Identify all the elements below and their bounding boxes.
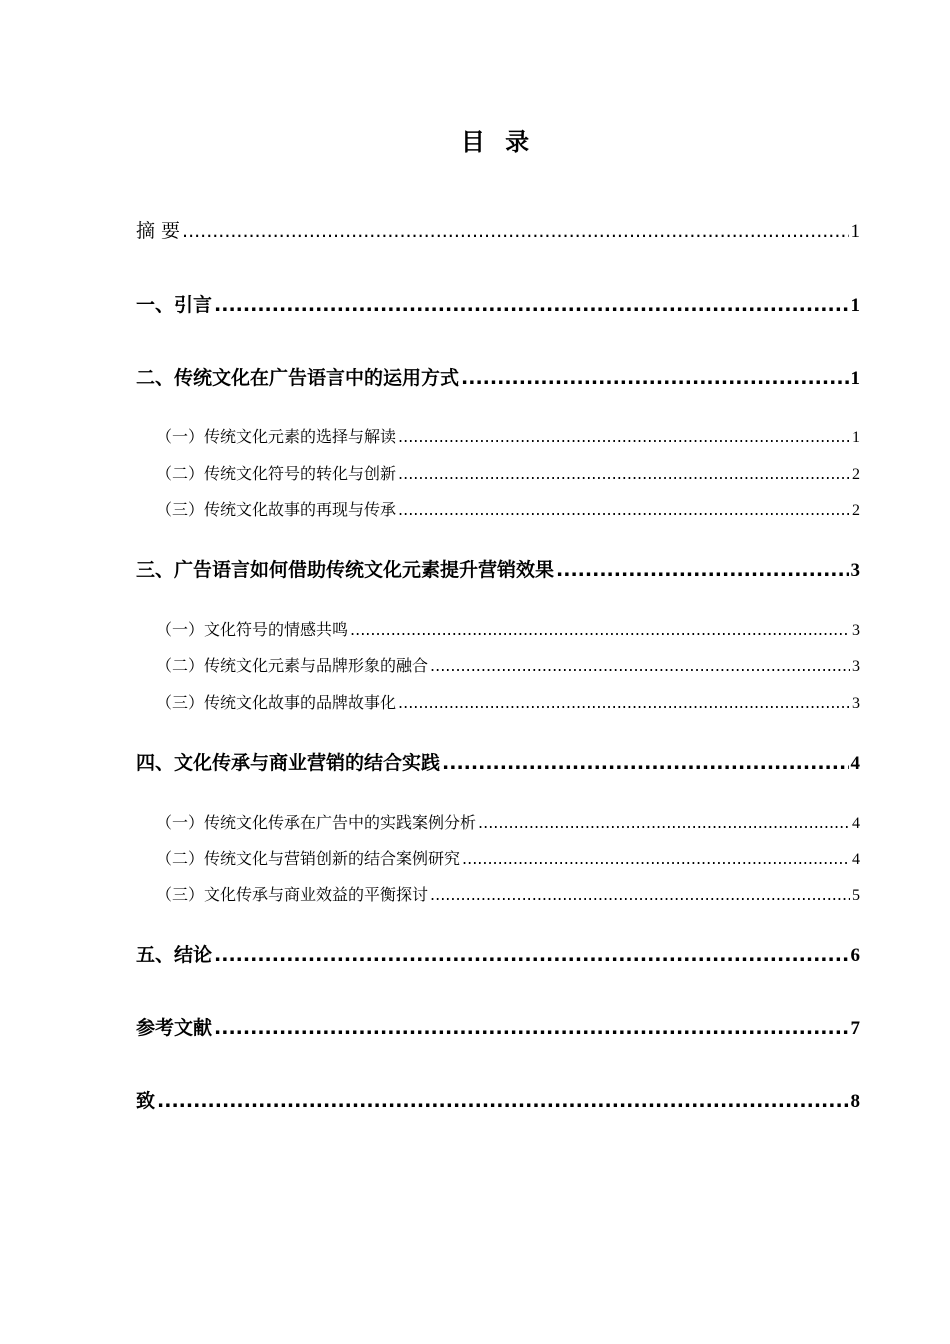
toc-entry-title: （一）传统文化元素的选择与解读 <box>156 427 397 446</box>
toc-page-number: 2 <box>852 466 860 483</box>
toc-page-number: 1 <box>852 429 860 446</box>
toc-page-number: 8 <box>850 1091 860 1112</box>
toc-entry-title: （三）文化传承与商业效益的平衡探讨 <box>156 885 429 904</box>
toc-subentry[interactable] <box>156 810 860 833</box>
toc-subentry[interactable] <box>156 882 860 905</box>
toc-leader-dots <box>430 656 850 675</box>
toc-entry-title: （一）文化符号的情感共鸣 <box>156 620 349 639</box>
toc-page-number: 5 <box>852 887 860 904</box>
toc-leader-dots <box>182 220 848 242</box>
toc-entry-title: （二）传统文化符号的转化与创新 <box>156 464 397 483</box>
toc-page-number: 7 <box>850 1018 860 1039</box>
toc-leader-dots <box>556 559 848 581</box>
toc-leader-dots <box>430 885 850 904</box>
toc-page-number: 6 <box>850 945 860 966</box>
toc-page-number: 1 <box>850 295 860 316</box>
toc-subentry[interactable] <box>156 461 860 484</box>
toc-entry-section-3[interactable] <box>136 555 860 582</box>
toc-entry-title: （三）传统文化故事的再现与传承 <box>156 500 397 519</box>
toc-leader-dots <box>214 944 848 966</box>
toc-entry-conclusion[interactable] <box>136 940 860 967</box>
toc-subentry[interactable] <box>156 690 860 713</box>
toc-page-number: 4 <box>852 851 860 868</box>
toc-page-number: 1 <box>850 221 860 242</box>
toc-subentry[interactable] <box>156 617 860 640</box>
toc-page-number: 2 <box>852 502 860 519</box>
toc-entry-title: 一、引言 <box>136 294 213 316</box>
toc-entry-title: 二、传统文化在广告语言中的运用方式 <box>136 367 460 389</box>
toc-page-number: 3 <box>852 622 860 639</box>
toc-entry-references[interactable] <box>136 1013 860 1040</box>
toc-leader-dots <box>214 1017 848 1039</box>
toc-leader-dots <box>398 693 850 712</box>
toc-entry-abstract[interactable] <box>136 216 860 243</box>
toc-leader-dots <box>442 752 848 774</box>
toc-entry-title: 三、广告语言如何借助传统文化元素提升营销效果 <box>136 559 555 581</box>
toc-subentry[interactable] <box>156 846 860 869</box>
page-title: 目 录 <box>460 128 536 156</box>
toc-leader-dots <box>214 294 848 316</box>
toc-entry-title: （一）传统文化传承在广告中的实践案例分析 <box>156 813 477 832</box>
toc-entry-title: （二）传统文化与营销创新的结合案例研究 <box>156 849 461 868</box>
toc-leader-dots <box>462 849 850 868</box>
toc-page-number: 3 <box>850 560 860 581</box>
toc-leader-dots <box>398 500 850 519</box>
toc-entry-introduction[interactable] <box>136 290 860 317</box>
toc-leader-dots <box>461 367 848 389</box>
toc-entry-title: （二）传统文化元素与品牌形象的融合 <box>156 656 429 675</box>
toc-entry-title: 致 <box>136 1090 156 1112</box>
toc-entry-section-2[interactable] <box>136 363 860 390</box>
toc-subentry[interactable] <box>156 497 860 520</box>
toc-page-number: 4 <box>852 815 860 832</box>
toc-entry-title: 参考文献 <box>136 1017 213 1039</box>
toc-leader-dots <box>398 464 850 483</box>
toc-page-number: 3 <box>852 695 860 712</box>
toc-page-number: 3 <box>852 658 860 675</box>
toc-entry-section-4[interactable] <box>136 748 860 775</box>
toc-entry-acknowledgements[interactable] <box>136 1086 860 1113</box>
toc-subentry[interactable] <box>156 653 860 676</box>
toc-leader-dots <box>350 620 850 639</box>
toc-entry-title: 摘 要 <box>136 220 181 242</box>
toc-page-number: 1 <box>850 368 860 389</box>
toc-leader-dots <box>157 1090 848 1112</box>
toc-leader-dots <box>478 813 850 832</box>
toc-entry-title: 五、结论 <box>136 944 213 966</box>
toc-leader-dots <box>398 427 850 446</box>
toc-page-number: 4 <box>850 753 860 774</box>
toc-entry-title: （三）传统文化故事的品牌故事化 <box>156 693 397 712</box>
toc-entry-title: 四、文化传承与商业营销的结合实践 <box>136 752 441 774</box>
toc-subentry[interactable] <box>156 424 860 447</box>
